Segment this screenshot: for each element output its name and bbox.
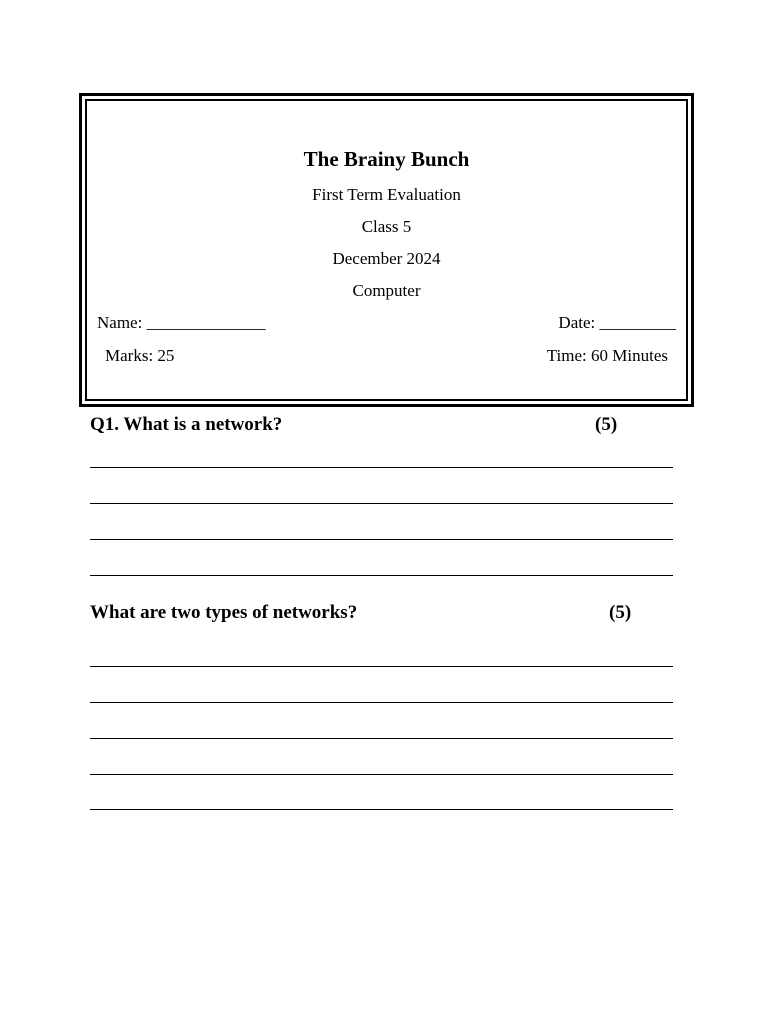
answer-line xyxy=(90,702,673,703)
exam-month: December 2024 xyxy=(332,249,441,268)
time-allowed: Time: 60 Minutes xyxy=(546,346,668,365)
total-marks: Marks: 25 xyxy=(105,346,175,365)
date-field: Date: _________ xyxy=(558,313,676,332)
exam-title: First Term Evaluation xyxy=(312,185,461,204)
answer-line xyxy=(90,738,673,739)
question-1: Q1. What is a network? xyxy=(90,414,283,435)
answer-line xyxy=(90,539,673,540)
answer-line xyxy=(90,774,673,775)
answer-line xyxy=(90,666,673,667)
name-field: Name: ______________ xyxy=(97,313,266,332)
answer-line xyxy=(90,503,673,504)
subject-label: Computer xyxy=(352,281,421,300)
answer-line xyxy=(90,467,673,468)
question-1-marks: (5) xyxy=(595,414,618,435)
class-label: Class 5 xyxy=(361,217,412,236)
question-2: What are two types of networks? xyxy=(90,602,358,623)
exam-header-box xyxy=(79,93,694,407)
exam-header-inner xyxy=(85,99,688,401)
answer-line xyxy=(90,809,673,810)
school-name: The Brainy Bunch xyxy=(303,147,470,171)
question-2-marks: (5) xyxy=(609,602,632,623)
answer-line xyxy=(90,575,673,576)
